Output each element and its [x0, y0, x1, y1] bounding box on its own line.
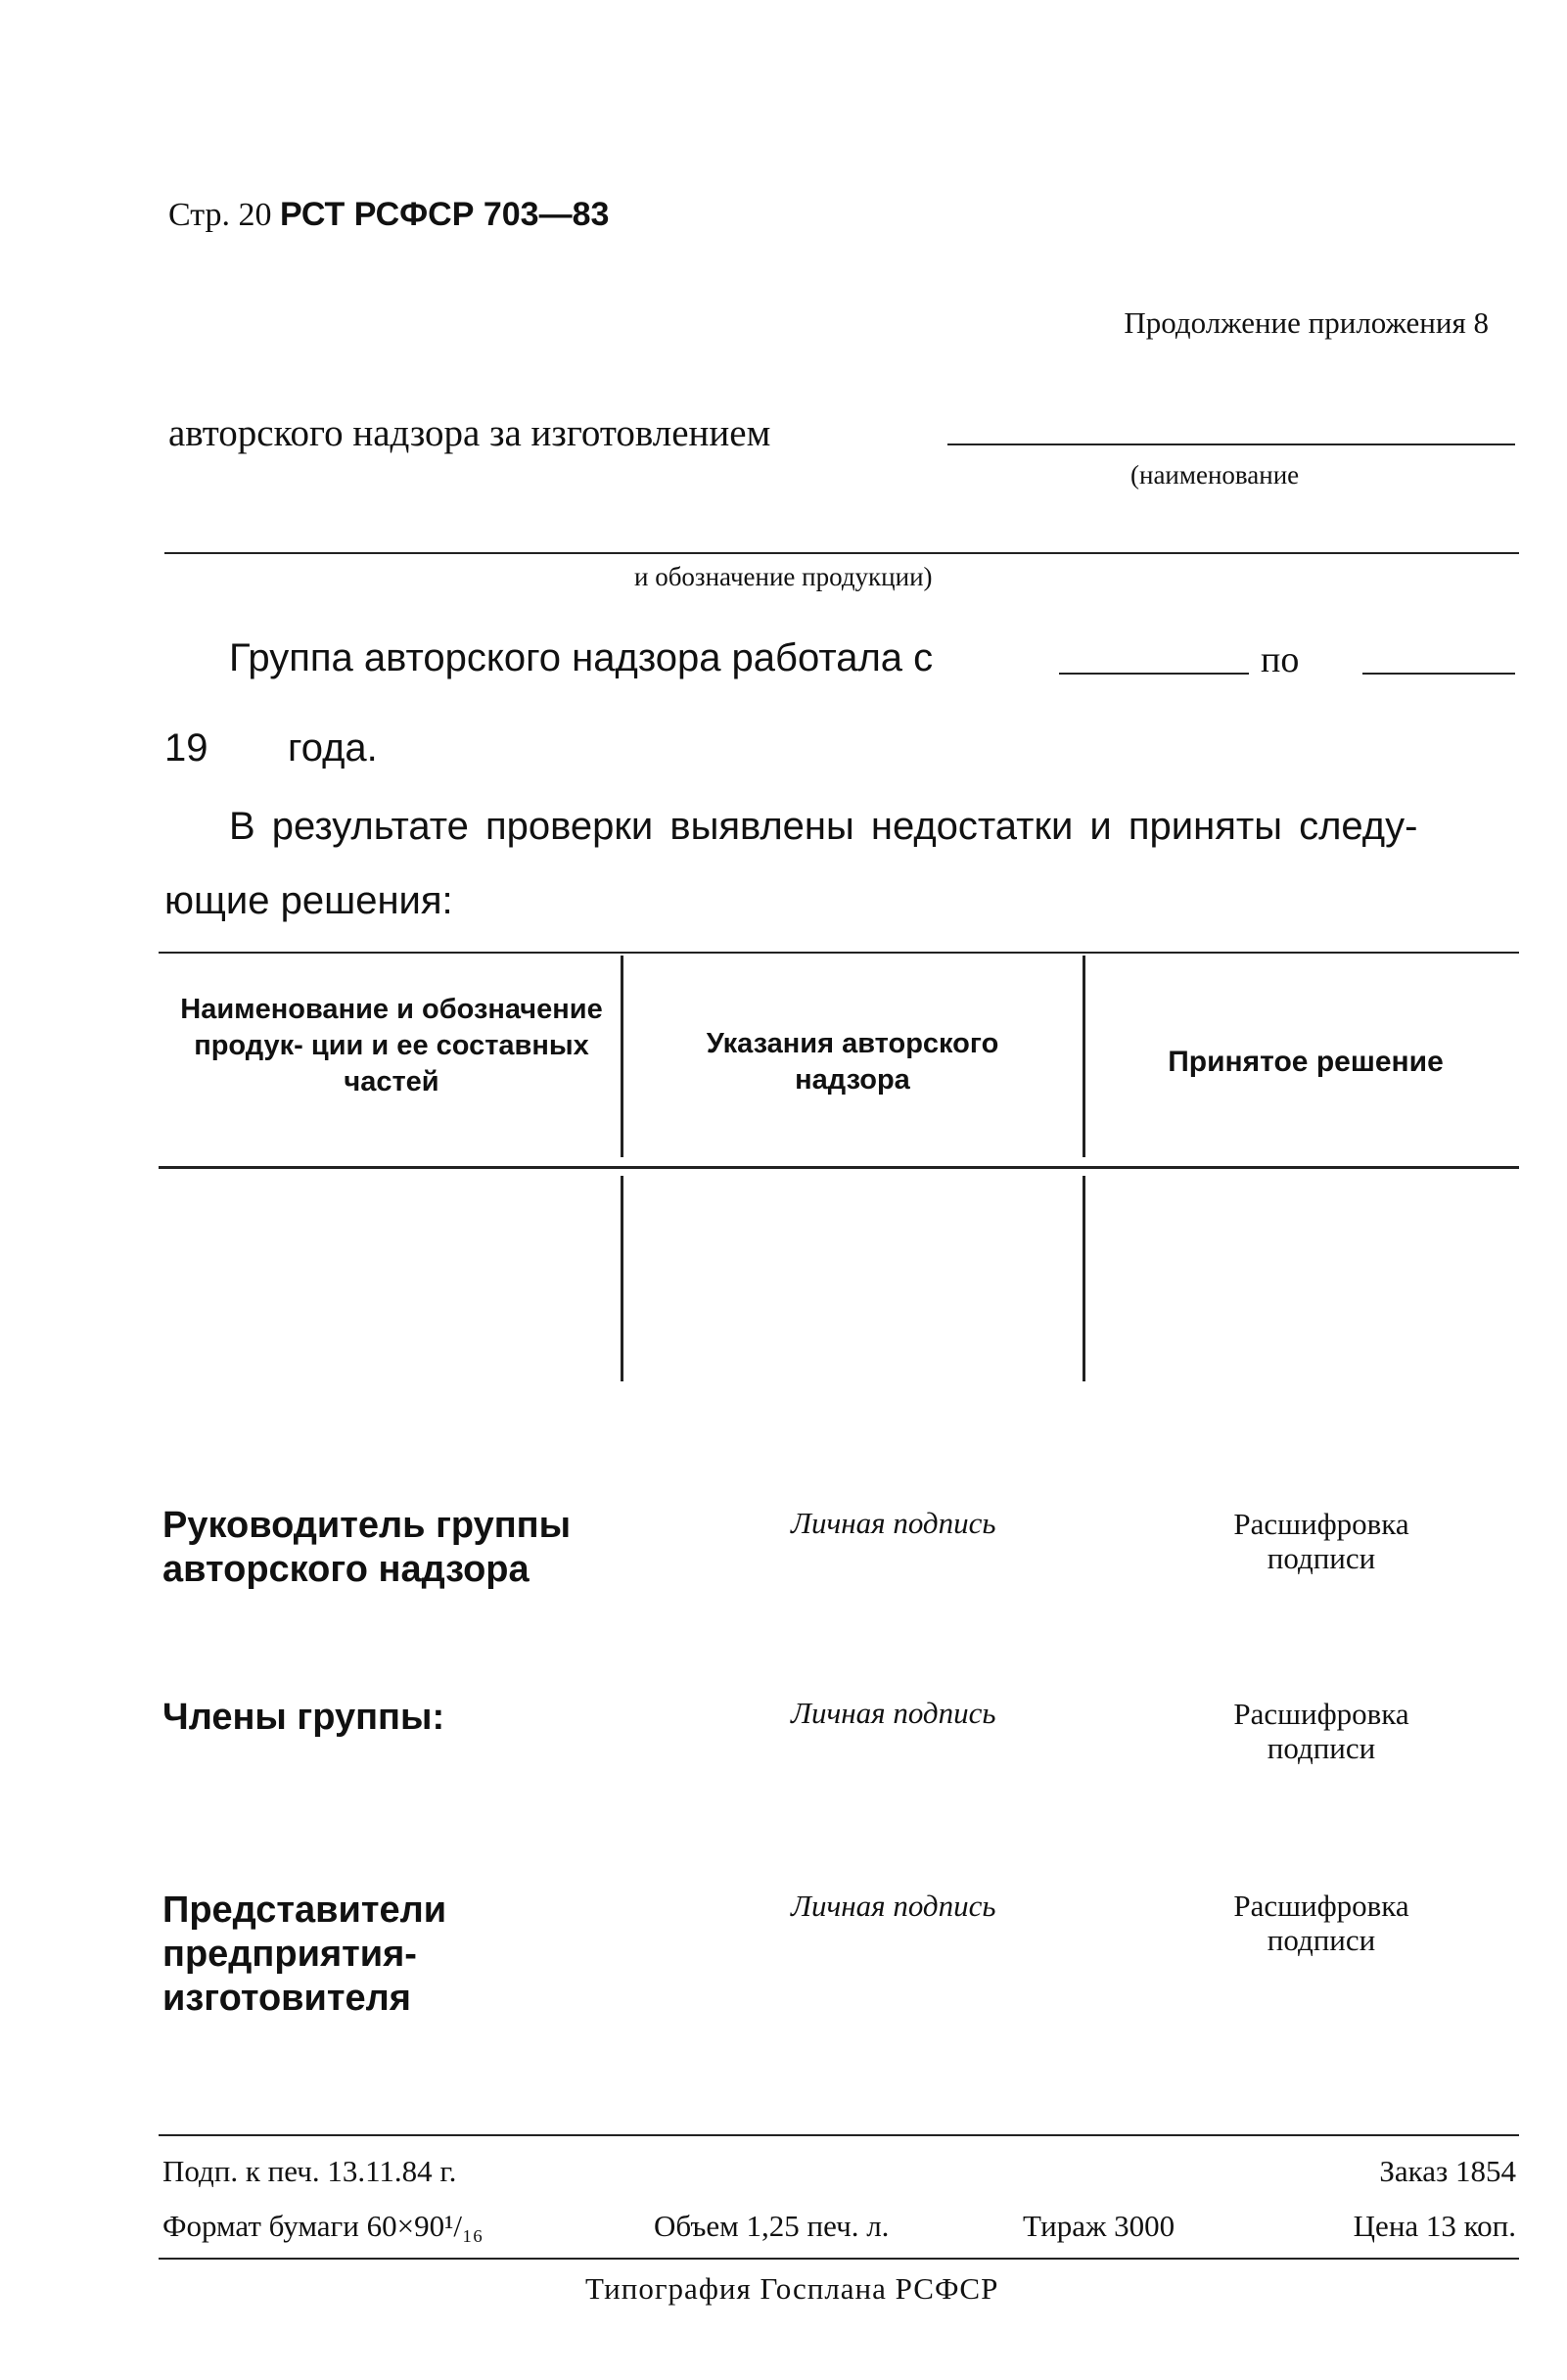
- imprint-top-rule: [159, 2134, 1519, 2136]
- to-word: по: [1261, 639, 1300, 680]
- table-header-rule: [159, 1166, 1519, 1169]
- print-volume: Объем 1,25 печ. л.: [654, 2209, 890, 2243]
- printer-name: Типография Госплана РСФСР: [585, 2271, 999, 2306]
- signature-role: Руководитель группы авторского надзора: [162, 1505, 572, 1590]
- supervision-line: авторского надзора за изготовлением: [168, 412, 771, 454]
- end-date-blank: [1362, 673, 1515, 675]
- product-name-caption: (наименование: [1130, 460, 1300, 490]
- results-line-end: ющие решения:: [164, 879, 453, 922]
- table-body-divider-1: [621, 1176, 623, 1381]
- table-body-divider-2: [1083, 1176, 1085, 1381]
- year-word: года.: [288, 726, 378, 770]
- signed-to-print: Подп. к печ. 13.11.84 г.: [162, 2154, 457, 2188]
- column-header-decision: Принятое решение: [1168, 1046, 1444, 1078]
- signature-decode: Расшифровка подписи: [1233, 1507, 1409, 1575]
- price: Цена 13 коп.: [1353, 2209, 1516, 2243]
- order-number: Заказ 1854: [1379, 2154, 1516, 2188]
- signature-label: Личная подпись: [791, 1696, 996, 1730]
- start-date-blank: [1059, 673, 1249, 675]
- product-designation-blank: [164, 552, 1519, 554]
- results-line: В результате проверки выявлены недостатки и приняты следу-: [229, 805, 1418, 848]
- signature-role: Члены группы:: [162, 1697, 445, 1738]
- work-period-line: Группа авторского надзора работала с: [229, 636, 934, 679]
- column-header-instructions: Указания авторского надзора: [706, 1028, 999, 1096]
- signature-decode: Расшифровка подписи: [1233, 1697, 1409, 1765]
- paper-format: Формат бумаги 60×90¹/₁₆: [162, 2209, 484, 2243]
- year-prefix: 19: [164, 726, 208, 770]
- table-divider-1: [621, 956, 623, 1157]
- print-run: Тираж 3000: [1023, 2209, 1175, 2243]
- product-designation-caption: и обозначение продукции): [634, 562, 933, 591]
- page-header: [168, 196, 609, 234]
- continuation-note: Продолжение приложения 8: [1124, 305, 1489, 340]
- table-top-rule: [159, 952, 1519, 954]
- product-name-blank: [947, 443, 1515, 445]
- standard-designation: РСТ РСФСР 703—83: [280, 196, 610, 233]
- table-divider-2: [1083, 956, 1085, 1157]
- signature-label: Личная подпись: [791, 1506, 996, 1540]
- page-number: Стр. 20: [168, 197, 272, 233]
- column-header-product: Наименование и обозначение продук- ции и ее составных частей: [180, 994, 603, 1097]
- imprint-bottom-rule: [159, 2258, 1519, 2260]
- signature-label: Личная подпись: [791, 1889, 996, 1923]
- signature-decode: Расшифровка подписи: [1233, 1889, 1409, 1957]
- signature-role: Представители предприятия- изготовителя: [162, 1890, 447, 2019]
